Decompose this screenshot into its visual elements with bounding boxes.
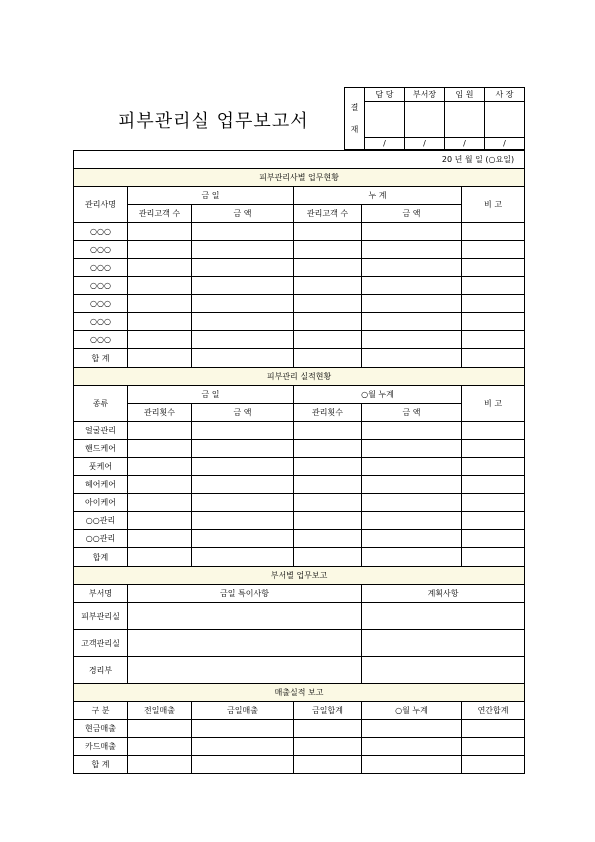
table-row [74,720,525,738]
cell[interactable] [192,720,294,738]
section-sales-title: 매출실적 보고 [74,684,525,702]
cell[interactable] [362,738,462,756]
cell[interactable] [192,223,294,241]
col-group-today: 금 일 [128,187,294,205]
approval-sign-staff[interactable] [365,102,405,138]
cell[interactable] [294,512,362,530]
cell[interactable] [192,738,294,756]
cell[interactable] [294,277,362,295]
cell[interactable] [128,458,192,476]
total-row [74,548,525,567]
cell[interactable] [294,241,362,259]
table-row [74,657,525,684]
cell[interactable] [462,738,525,756]
cell[interactable] [294,458,362,476]
cell[interactable] [294,440,362,458]
cell[interactable] [362,458,462,476]
cell[interactable] [362,512,462,530]
table-row [74,440,525,458]
table-row [74,241,525,259]
cell[interactable] [362,548,462,567]
cell[interactable] [362,277,462,295]
col-today-issues: 금일 특이사항 [128,585,362,603]
cell[interactable] [128,313,192,331]
cell[interactable] [462,277,525,295]
cell[interactable] [128,756,192,774]
col-note: 비 고 [462,187,525,223]
cell[interactable] [128,440,192,458]
total-row [74,756,525,774]
row-label: ○○○ [74,295,128,313]
table-row [74,476,525,494]
cell[interactable] [128,295,192,313]
cell[interactable] [294,422,362,440]
cell[interactable] [294,259,362,277]
cell[interactable] [128,603,362,630]
row-label: 핸드케어 [74,440,128,458]
row-label: ○○○ [74,277,128,295]
approval-date-dept-head[interactable]: / [405,137,445,149]
approval-date-president[interactable]: / [485,137,525,149]
section-staff-status-title: 피부관리사별 업무현황 [74,169,525,187]
cell[interactable] [192,422,294,440]
cell[interactable] [294,476,362,494]
cell[interactable] [462,530,525,548]
table-row [74,313,525,331]
report-table [73,150,525,774]
cell[interactable] [362,603,525,630]
approval-role-dept-head: 부서장 [405,88,445,102]
cell[interactable] [462,259,525,277]
table-row [74,422,525,440]
cell[interactable] [462,223,525,241]
table-row [74,223,525,241]
approval-role-staff: 담 당 [365,88,405,102]
row-label: 헤어케어 [74,476,128,494]
col-cum-amount: 금 액 [362,205,462,223]
cell[interactable] [462,349,525,368]
cell[interactable] [462,548,525,567]
cell[interactable] [192,440,294,458]
cell[interactable] [294,548,362,567]
table-row [74,259,525,277]
table-row [74,630,525,657]
col-month-amount: 금 액 [362,404,462,422]
row-label: ○○관리 [74,530,128,548]
cell[interactable] [128,720,192,738]
cell[interactable] [362,349,462,368]
table-row [74,277,525,295]
table-row [74,494,525,512]
table-row [74,603,525,630]
cell[interactable] [128,259,192,277]
cell[interactable] [128,494,192,512]
cell[interactable] [462,494,525,512]
date-line[interactable]: 20 년 월 일 (○요일) [74,151,525,169]
cell[interactable] [192,295,294,313]
cell[interactable] [294,349,362,368]
col-today-total: 금일합계 [294,702,362,720]
row-label: 카드매출 [74,738,128,756]
table-row [74,738,525,756]
cell[interactable] [192,512,294,530]
cell[interactable] [128,476,192,494]
cell[interactable] [462,313,525,331]
approval-sign-dept-head[interactable] [405,102,445,138]
cell[interactable] [192,349,294,368]
row-label: ○○○ [74,241,128,259]
cell[interactable] [192,494,294,512]
col-today-customers: 관리고객 수 [128,205,192,223]
section-dept-report-title: 부서별 업무보고 [74,567,525,585]
cell[interactable] [128,657,362,684]
cell[interactable] [362,630,525,657]
cell[interactable] [128,738,192,756]
cell[interactable] [192,458,294,476]
cell[interactable] [128,530,192,548]
col-cum-customers: 관리고객 수 [294,205,362,223]
cell[interactable] [192,241,294,259]
col-month-count: 관리횟수 [294,404,362,422]
col-group-today: 금 일 [128,386,294,404]
cell[interactable] [462,295,525,313]
row-label: ○○○ [74,223,128,241]
col-today-count: 관리횟수 [128,404,192,422]
cell[interactable] [362,331,462,349]
cell[interactable] [462,512,525,530]
table-row [74,331,525,349]
approval-box [344,87,525,150]
approval-role-president: 사 장 [485,88,525,102]
col-month-cum: ○월 누계 [362,702,462,720]
cell[interactable] [362,313,462,331]
cell[interactable] [294,738,362,756]
cell[interactable] [362,440,462,458]
cell[interactable] [294,756,362,774]
section-performance-title: 피부관리 실적현황 [74,368,525,386]
cell[interactable] [362,494,462,512]
row-label: 경리부 [74,657,128,684]
cell[interactable] [128,277,192,295]
approval-date-staff[interactable]: / [365,137,405,149]
cell[interactable] [192,548,294,567]
cell[interactable] [462,331,525,349]
cell[interactable] [192,476,294,494]
cell[interactable] [128,512,192,530]
cell[interactable] [294,720,362,738]
cell[interactable] [192,313,294,331]
cell[interactable] [362,422,462,440]
col-annual-total: 연간합계 [462,702,525,720]
cell[interactable] [462,720,525,738]
cell[interactable] [192,530,294,548]
col-prev-day-sales: 전일매출 [128,702,192,720]
cell[interactable] [362,476,462,494]
cell[interactable] [462,476,525,494]
cell[interactable] [192,277,294,295]
col-plans: 계획사항 [362,585,525,603]
col-today-amount: 금 액 [192,404,294,422]
cell[interactable] [128,422,192,440]
cell[interactable] [462,440,525,458]
cell[interactable] [128,223,192,241]
cell[interactable] [362,259,462,277]
col-note: 비 고 [462,386,525,422]
col-today-sales: 금일매출 [192,702,294,720]
approval-date-executive[interactable]: / [445,137,485,149]
table-row [74,295,525,313]
col-dept-name: 부서명 [74,585,128,603]
col-group-cumulative: 누 계 [294,187,462,205]
row-label: ○○○ [74,331,128,349]
row-label-total: 합 계 [74,756,128,774]
row-label: 피부관리실 [74,603,128,630]
col-group-month: ○월 누계 [294,386,462,404]
row-label: 풋케어 [74,458,128,476]
col-category: 구 분 [74,702,128,720]
cell[interactable] [294,313,362,331]
cell[interactable] [362,657,525,684]
row-label-total: 합 계 [74,349,128,368]
col-manager-name: 관리사명 [74,187,128,223]
approval-sign-president[interactable] [485,102,525,138]
cell[interactable] [294,530,362,548]
total-row [74,349,525,368]
cell[interactable] [462,241,525,259]
cell[interactable] [462,422,525,440]
cell[interactable] [362,241,462,259]
cell[interactable] [462,756,525,774]
row-label: ○○○ [74,313,128,331]
table-row [74,458,525,476]
cell[interactable] [294,295,362,313]
cell[interactable] [128,349,192,368]
cell[interactable] [362,756,462,774]
col-today-amount: 금 액 [192,205,294,223]
cell[interactable] [128,630,362,657]
row-label: 아이케어 [74,494,128,512]
cell[interactable] [128,548,192,567]
row-label: ○○○ [74,259,128,277]
table-row [74,530,525,548]
cell[interactable] [362,530,462,548]
row-label: 얼굴관리 [74,422,128,440]
cell[interactable] [294,331,362,349]
cell[interactable] [192,756,294,774]
approval-role-executive: 임 원 [445,88,485,102]
cell[interactable] [362,295,462,313]
approval-sign-executive[interactable] [445,102,485,138]
row-label: 현금매출 [74,720,128,738]
row-label: 고객관리실 [74,630,128,657]
report-title: 피부관리실 업무보고서 [118,111,309,132]
cell[interactable] [462,458,525,476]
cell[interactable] [362,720,462,738]
table-row [74,512,525,530]
approval-side-label: 결 재 [345,88,365,150]
cell[interactable] [294,494,362,512]
row-label: ○○관리 [74,512,128,530]
cell[interactable] [192,331,294,349]
cell[interactable] [362,223,462,241]
col-type: 종류 [74,386,128,422]
cell[interactable] [128,241,192,259]
row-label-total: 합계 [74,548,128,567]
cell[interactable] [192,259,294,277]
cell[interactable] [294,223,362,241]
cell[interactable] [128,331,192,349]
